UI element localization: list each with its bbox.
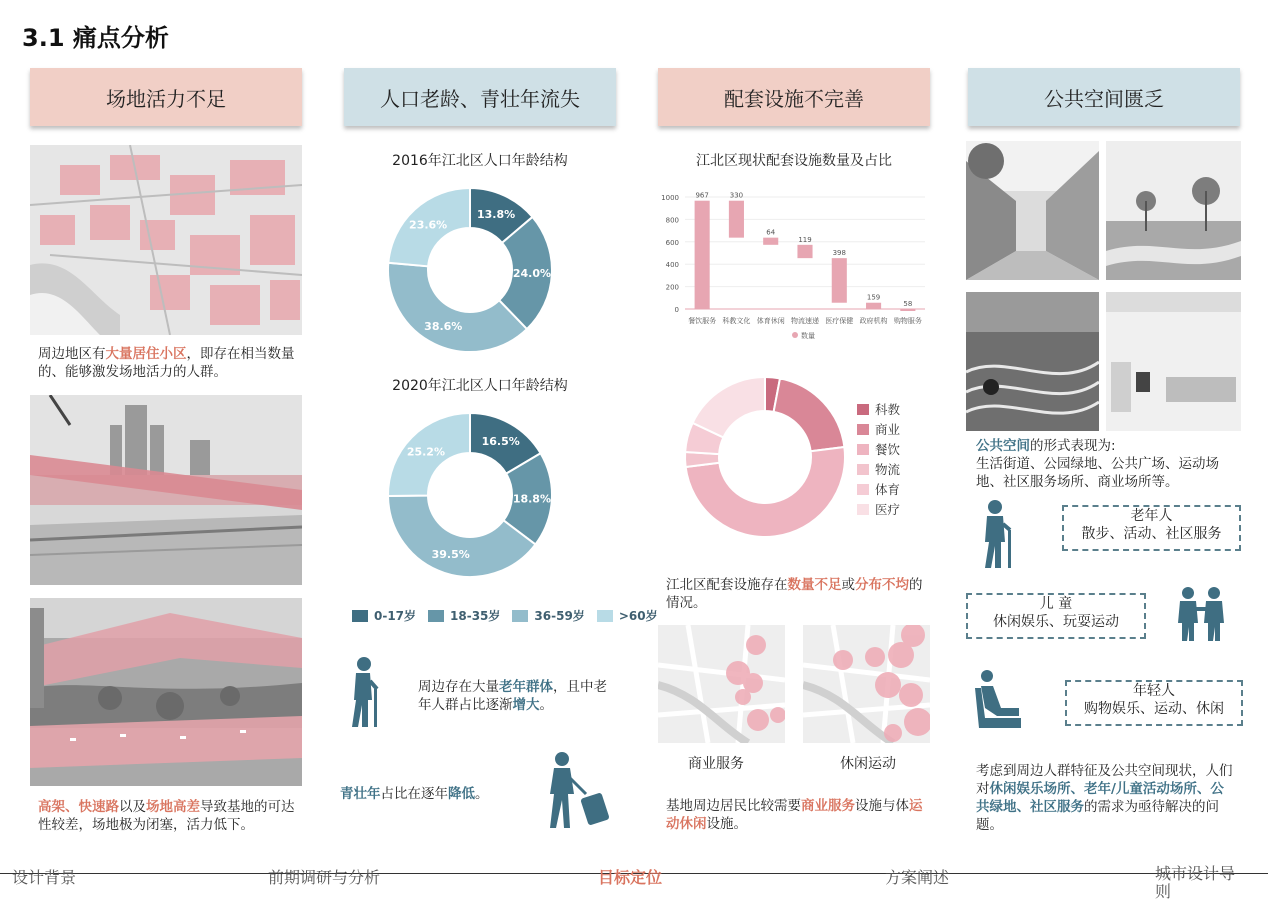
chart-2020-title: 2020年江北区人口年龄结构 bbox=[392, 378, 568, 394]
legend-swatch bbox=[857, 464, 869, 475]
legend-label: 餐饮 bbox=[875, 442, 901, 457]
facility-bar bbox=[797, 245, 812, 258]
bar-value-label: 159 bbox=[866, 293, 881, 302]
x-tick-label: 购物服务 bbox=[893, 317, 922, 325]
elderly-icon bbox=[975, 498, 1025, 570]
legend-label: 18-35岁 bbox=[450, 609, 501, 623]
legend-label: 医疗 bbox=[875, 502, 901, 517]
legend-swatch bbox=[857, 444, 869, 455]
facility-bar bbox=[763, 238, 778, 245]
legend-label: 商业 bbox=[875, 422, 901, 437]
y-tick-label: 200 bbox=[665, 283, 679, 292]
facility-bar bbox=[866, 303, 881, 309]
legend-label: >60岁 bbox=[618, 609, 658, 623]
y-tick-label: 0 bbox=[674, 306, 679, 314]
youth-needs-box bbox=[1065, 680, 1243, 726]
x-tick-label: 物流速递 bbox=[791, 317, 819, 325]
demand-text: 基地周边居民比较需要商业服务设施与体运动休闲设施。 bbox=[666, 798, 923, 832]
page-title: 3.1 痛点分析 bbox=[22, 24, 169, 52]
children-icon bbox=[1172, 585, 1232, 645]
facility-bar bbox=[729, 201, 744, 238]
facility-bar bbox=[695, 201, 710, 309]
street-photo bbox=[966, 141, 1099, 280]
donut-2016 bbox=[380, 180, 580, 360]
public-space-text: 公共空间的形式表现为: 生活街道、公园绿地、公共广场、运动场地、社区服务场所、商业场所等。 bbox=[976, 438, 1219, 490]
facility-text: 江北区配套设施存在数量不足或分布不均的情况。 bbox=[666, 577, 923, 611]
x-tick-label: 医疗保健 bbox=[825, 317, 854, 325]
leisure-map-label: 休闲运动 bbox=[840, 756, 896, 772]
youth-text: 青壮年占比在逐年降低。 bbox=[340, 786, 489, 802]
legend-swatch bbox=[857, 504, 869, 515]
facility-legend-item bbox=[857, 420, 900, 438]
bar-value-label: 119 bbox=[798, 235, 812, 244]
facility-bar-chart bbox=[655, 185, 930, 360]
legend-swatch bbox=[857, 404, 869, 415]
plaza-photo bbox=[966, 292, 1099, 431]
young-person-icon bbox=[975, 668, 1025, 730]
commercial-map-label: 商业服务 bbox=[688, 756, 744, 772]
donut-data-label: 13.8% bbox=[476, 207, 516, 221]
children-needs-box bbox=[966, 593, 1146, 639]
y-tick-label: 800 bbox=[665, 216, 679, 225]
bar-value-label: 398 bbox=[832, 249, 846, 258]
donut-slice bbox=[774, 378, 845, 451]
nav-item-scheme[interactable]: 方案阐述 bbox=[885, 868, 950, 887]
park-photo bbox=[1106, 141, 1241, 280]
legend-label: 0-17岁 bbox=[374, 609, 417, 623]
bar-value-label: 64 bbox=[766, 228, 776, 237]
bar-value-label: 330 bbox=[729, 191, 744, 200]
bar-value-label: 58 bbox=[903, 300, 913, 308]
nav-item-positioning[interactable]: 目标定位 bbox=[598, 868, 663, 887]
header-vitality: 场地活力不足 bbox=[30, 68, 302, 126]
bar-legend-swatch bbox=[792, 332, 798, 338]
nav-item-guidelines[interactable]: 城市设计导则 bbox=[1155, 864, 1236, 901]
nav-item-background[interactable]: 设计背景 bbox=[12, 868, 77, 887]
elderly-text: 周边存在大量老年群体，且中老年人群占比逐渐增大。 bbox=[418, 679, 607, 713]
legend-label: 科教 bbox=[875, 402, 901, 417]
donut-data-label: 24.0% bbox=[512, 267, 552, 281]
children-box-text: 休闲娱乐、玩耍运动 bbox=[993, 614, 1119, 630]
facility-legend-item bbox=[857, 500, 900, 518]
x-tick-label: 体育休闲 bbox=[756, 317, 785, 325]
facility-bar bbox=[832, 258, 847, 303]
conclusion-text: 考虑到周边人群特征及公共空间现状，人们对休闲娱乐场所、老年/儿童活动场所、公共绿地、社区服务的需求为亟待解决的问题。 bbox=[976, 763, 1233, 833]
legend-label: 体育 bbox=[875, 482, 901, 497]
donut-data-label: 38.6% bbox=[424, 319, 463, 333]
legend-swatch-18-35 bbox=[428, 610, 444, 622]
donut-data-label: 18.8% bbox=[512, 492, 551, 506]
donut-data-label: 25.2% bbox=[406, 445, 445, 459]
elderly-needs-box bbox=[1062, 505, 1241, 551]
residential-map-image bbox=[30, 145, 302, 335]
terrain-photo bbox=[30, 598, 302, 786]
header-public-space: 公共空间匮乏 bbox=[968, 68, 1240, 126]
donut-data-label: 39.5% bbox=[431, 547, 470, 561]
legend-swatch bbox=[857, 424, 869, 435]
elderly-person-icon bbox=[340, 655, 390, 730]
leisure-map bbox=[803, 625, 930, 743]
header-facilities: 配套设施不完善 bbox=[658, 68, 930, 126]
elderly-box-title: 老年人 bbox=[1130, 508, 1173, 524]
legend-swatch-60plus bbox=[597, 610, 613, 622]
facility-legend-item bbox=[857, 440, 900, 458]
bar-value-label: 967 bbox=[695, 191, 709, 200]
y-tick-label: 600 bbox=[665, 238, 679, 247]
nav-item-research[interactable]: 前期调研与分析 bbox=[268, 868, 381, 887]
donut-slice bbox=[388, 263, 527, 352]
bar-legend-label: 数量 bbox=[801, 332, 815, 340]
legend-swatch-36-59 bbox=[512, 610, 528, 622]
donut-2020 bbox=[380, 405, 580, 585]
traveler-icon bbox=[540, 750, 615, 830]
facility-donut bbox=[680, 372, 850, 542]
youth-box-text: 购物娱乐、运动、休闲 bbox=[1084, 701, 1224, 717]
donut-data-label: 16.5% bbox=[481, 435, 520, 449]
x-tick-label: 政府机构 bbox=[859, 317, 888, 325]
youth-box-title: 年轻人 bbox=[1133, 683, 1175, 699]
facility-legend-item bbox=[857, 460, 900, 478]
access-text: 高架、快速路以及场地高差导致基地的可达性较差，场地极为闭塞，活力低下。 bbox=[38, 799, 295, 833]
donut-data-label: 23.6% bbox=[409, 218, 448, 232]
commercial-map bbox=[658, 625, 785, 743]
residential-text: 周边地区有大量居住小区，即存在相当数量的、能够激发场地活力的人群。 bbox=[38, 346, 295, 380]
facility-legend-item bbox=[857, 480, 900, 498]
age-legend bbox=[352, 607, 658, 624]
donut-slice bbox=[693, 377, 765, 437]
bar-chart-title: 江北区现状配套设施数量及占比 bbox=[696, 153, 892, 169]
y-tick-label: 1000 bbox=[661, 194, 679, 202]
facility-legend-item bbox=[857, 400, 900, 418]
legend-swatch bbox=[857, 484, 869, 495]
children-box-title: 儿 童 bbox=[1039, 596, 1073, 612]
legend-swatch-0-17 bbox=[352, 610, 368, 622]
elderly-box-text: 散步、活动、社区服务 bbox=[1081, 526, 1222, 542]
community-center-photo bbox=[1106, 292, 1241, 431]
overpass-photo bbox=[30, 395, 302, 585]
x-tick-label: 科教文化 bbox=[722, 317, 751, 325]
x-tick-label: 餐饮服务 bbox=[688, 317, 717, 325]
chart-2016-title: 2016年江北区人口年龄结构 bbox=[392, 153, 568, 169]
legend-label: 36-59岁 bbox=[534, 609, 585, 623]
y-tick-label: 400 bbox=[665, 261, 679, 270]
header-aging: 人口老龄、青壮年流失 bbox=[344, 68, 616, 126]
legend-label: 物流 bbox=[875, 462, 901, 477]
